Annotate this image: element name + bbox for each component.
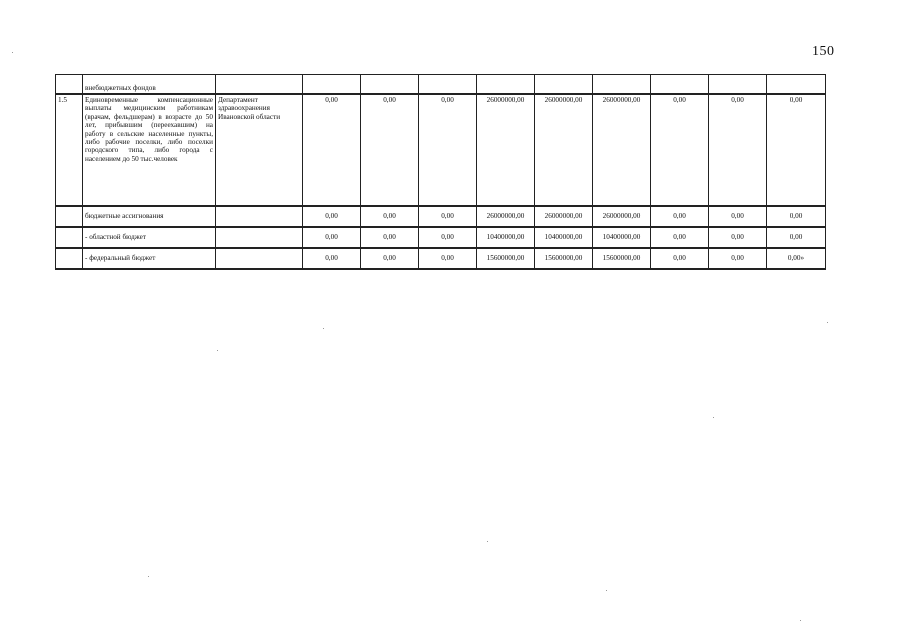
value-cell: 26000000,00	[477, 206, 535, 227]
value-cell: 0,00	[709, 94, 767, 206]
department-cell	[216, 206, 303, 227]
value-cell: 0,00	[651, 248, 709, 269]
row-index-cell	[56, 248, 83, 269]
row-name-cell: - федеральный бюджет	[83, 248, 216, 269]
value-cell	[303, 75, 361, 95]
department-cell	[216, 75, 303, 95]
value-cell: 10400000,00	[535, 227, 593, 248]
value-cell: 26000000,00	[477, 94, 535, 206]
row-name-cell: - областной бюджет	[83, 227, 216, 248]
value-cell	[361, 75, 419, 95]
value-cell: 0,00	[651, 227, 709, 248]
value-cell: 0,00	[419, 94, 477, 206]
value-cell: 0,00»	[767, 248, 826, 269]
department-cell	[216, 227, 303, 248]
row-name-cell: Единовременные компенсационные выплаты медицинским работникам (врачам, фельдшерам) в возрасте до 50 лет, прибывшим (переехавшим) на работу в сельские населенные пункты, либо рабочие поселки, либо поселки городского типа, либо города с населением до 50 тыс.человек	[83, 94, 216, 206]
value-cell: 0,00	[419, 248, 477, 269]
row-budget-allocations	[56, 206, 826, 227]
value-cell	[709, 75, 767, 95]
value-cell: 0,00	[709, 227, 767, 248]
value-cell: 26000000,00	[535, 206, 593, 227]
value-cell	[419, 75, 477, 95]
budget-table	[55, 74, 826, 270]
value-cell: 0,00	[361, 206, 419, 227]
value-cell: 26000000,00	[593, 94, 651, 206]
value-cell: 26000000,00	[593, 206, 651, 227]
value-cell: 0,00	[709, 206, 767, 227]
value-cell: 10400000,00	[477, 227, 535, 248]
row-index-cell	[56, 206, 83, 227]
value-cell: 15600000,00	[535, 248, 593, 269]
row-index-cell	[56, 227, 83, 248]
value-cell: 15600000,00	[593, 248, 651, 269]
value-cell: 0,00	[361, 94, 419, 206]
value-cell: 0,00	[767, 206, 826, 227]
page-number: 150	[812, 44, 835, 59]
value-cell: 0,00	[303, 94, 361, 206]
value-cell: 0,00	[303, 227, 361, 248]
value-cell: 0,00	[303, 206, 361, 227]
value-cell: 0,00	[419, 227, 477, 248]
department-cell: Департамент здравоохранения Ивановской области	[216, 94, 303, 206]
value-cell: 0,00	[709, 248, 767, 269]
value-cell	[767, 75, 826, 95]
value-cell: 0,00	[303, 248, 361, 269]
value-cell: 0,00	[651, 206, 709, 227]
value-cell	[477, 75, 535, 95]
row-1-5-compensation-payments	[56, 94, 826, 206]
value-cell	[651, 75, 709, 95]
department-cell	[216, 248, 303, 269]
row-federal-budget	[56, 248, 826, 269]
row-regional-budget	[56, 227, 826, 248]
value-cell: 26000000,00	[535, 94, 593, 206]
value-cell: 0,00	[767, 94, 826, 206]
value-cell: 15600000,00	[477, 248, 535, 269]
value-cell: 0,00	[361, 248, 419, 269]
value-cell: 0,00	[767, 227, 826, 248]
value-cell: 0,00	[419, 206, 477, 227]
row-index-cell	[56, 75, 83, 95]
row-name-cell: внебюджетных фондов	[83, 75, 216, 95]
value-cell	[535, 75, 593, 95]
value-cell	[593, 75, 651, 95]
value-cell: 0,00	[361, 227, 419, 248]
value-cell: 0,00	[651, 94, 709, 206]
row-index-cell: 1.5	[56, 94, 83, 206]
value-cell: 10400000,00	[593, 227, 651, 248]
row-extrabudgetary-funds	[56, 75, 826, 95]
row-name-cell: бюджетные ассигнования	[83, 206, 216, 227]
